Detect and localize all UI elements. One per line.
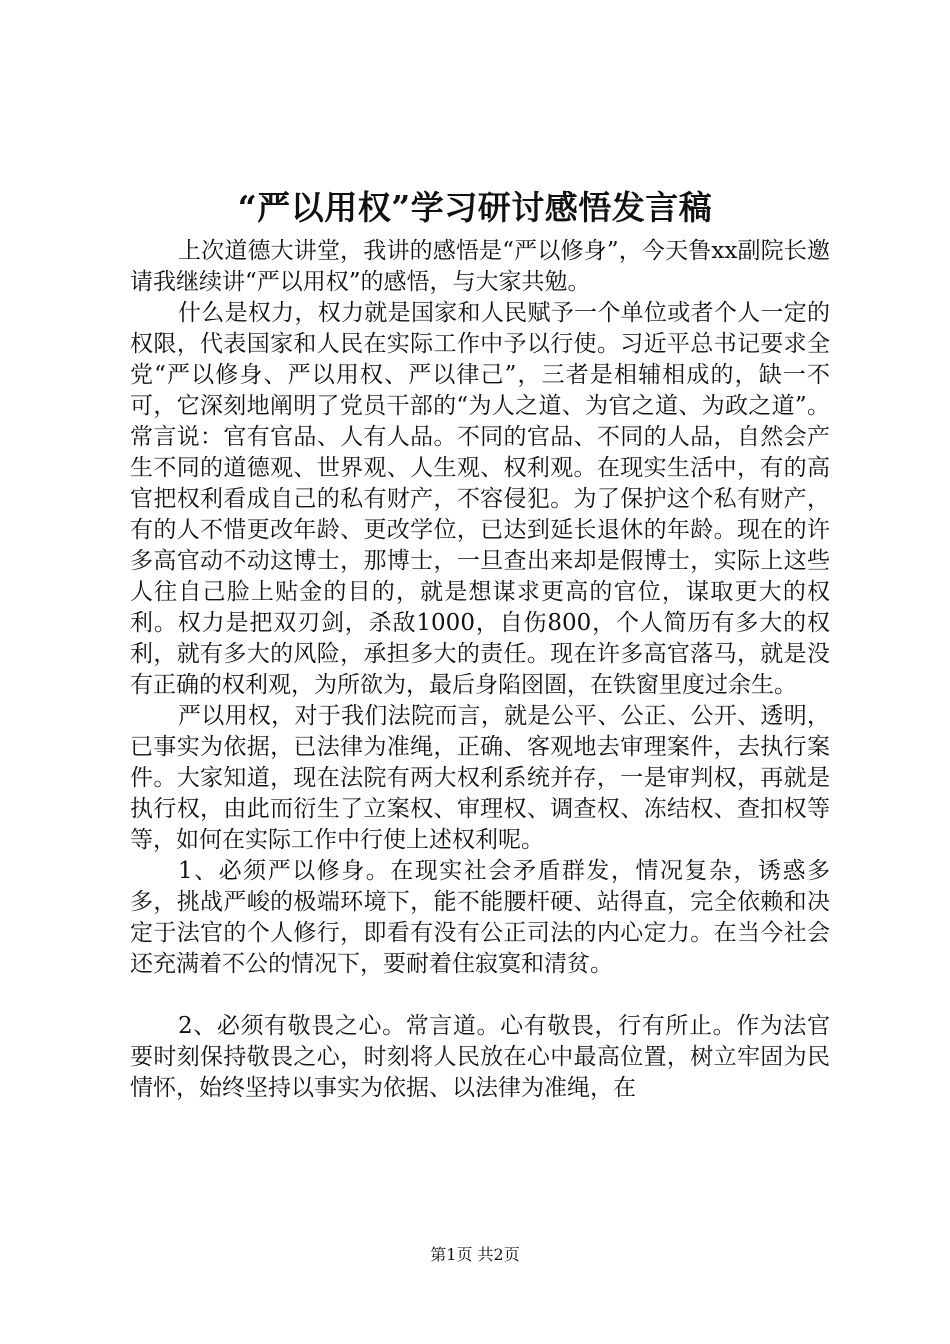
page-number-footer: 第1页 共2页 — [430, 1245, 520, 1264]
paragraph-intro: 上次道德大讲堂，我讲的感悟是“严以修身”，今天鲁xx副院长邀请我继续讲“严以用权”的感悟，与大家共勉。 — [130, 238, 830, 295]
document-title: “严以用权”学习研讨感悟发言稿 — [237, 188, 713, 227]
paragraph-court-power: 严以用权，对于我们法院而言，就是公平、公正、公开、透明，已事实为依据，已法律为准绳，正确、客观地去审理案件，去执行案件。大家知道，现在法院有两大权利系统并存，一是审判权，再就是执行权，由此而衍生了立案权、审理权、调查权、冻结权、查扣权等等，如何在实际工作中行使上述权利呢。 — [130, 703, 830, 853]
document-body — [130, 236, 830, 1104]
paragraph-point-2: 2、必须有敬畏之心。常言道。心有敬畏，行有所止。作为法官要时刻保持敬畏之心，时刻将人民放在心中最高位置，树立牢固为民情怀，始终坚持以事实为依据、以法律为准绳，在 — [130, 1013, 830, 1101]
paragraph-what-is-power: 什么是权力，权力就是国家和人民赋予一个单位或者个人一定的权限，代表国家和人民在实际工作中予以行使。习近平总书记要求全党“严以修身、严以用权、严以律己”，三者是相辅相成的，缺一不可，它深刻地阐明了党员干部的“为人之道、为官之道、为政之道”。常言说：官有官品、人有人品。不同的官品、不同的人品，自然会产生不同的道德观、世界观、人生观、权利观。在现实生活中，有的高官把权利看成自己的私有财产，不容侵犯。为了保护这个私有财产，有的人不惜更改年龄、更改学位，已达到延长退休的年龄。现在的许多高官动不动这博士，那博士，一旦查出来却是假博士，实际上这些人往自己脸上贴金的目的，就是想谋求更高的官位，谋取更大的权利。权力是把双刃剑，杀敌1000，自伤800，个人简历有多大的权利，就有多大的风险，承担多大的责任。现在许多高官落马，就是没有正确的权利观，为所欲为，最后身陷囹圄，在铁窗里度过余生。 — [130, 300, 830, 698]
paragraph-point-1: 1、必须严以修身。在现实社会矛盾群发，情况复杂，诱惑多多，挑战严峻的极端环境下，能不能腰杆硬、站得直，完全依赖和决定于法官的个人修行，即看有没有公正司法的内心定力。在当今社会还充满着不公的情况下，要耐着住寂寞和清贫。 — [130, 858, 830, 977]
